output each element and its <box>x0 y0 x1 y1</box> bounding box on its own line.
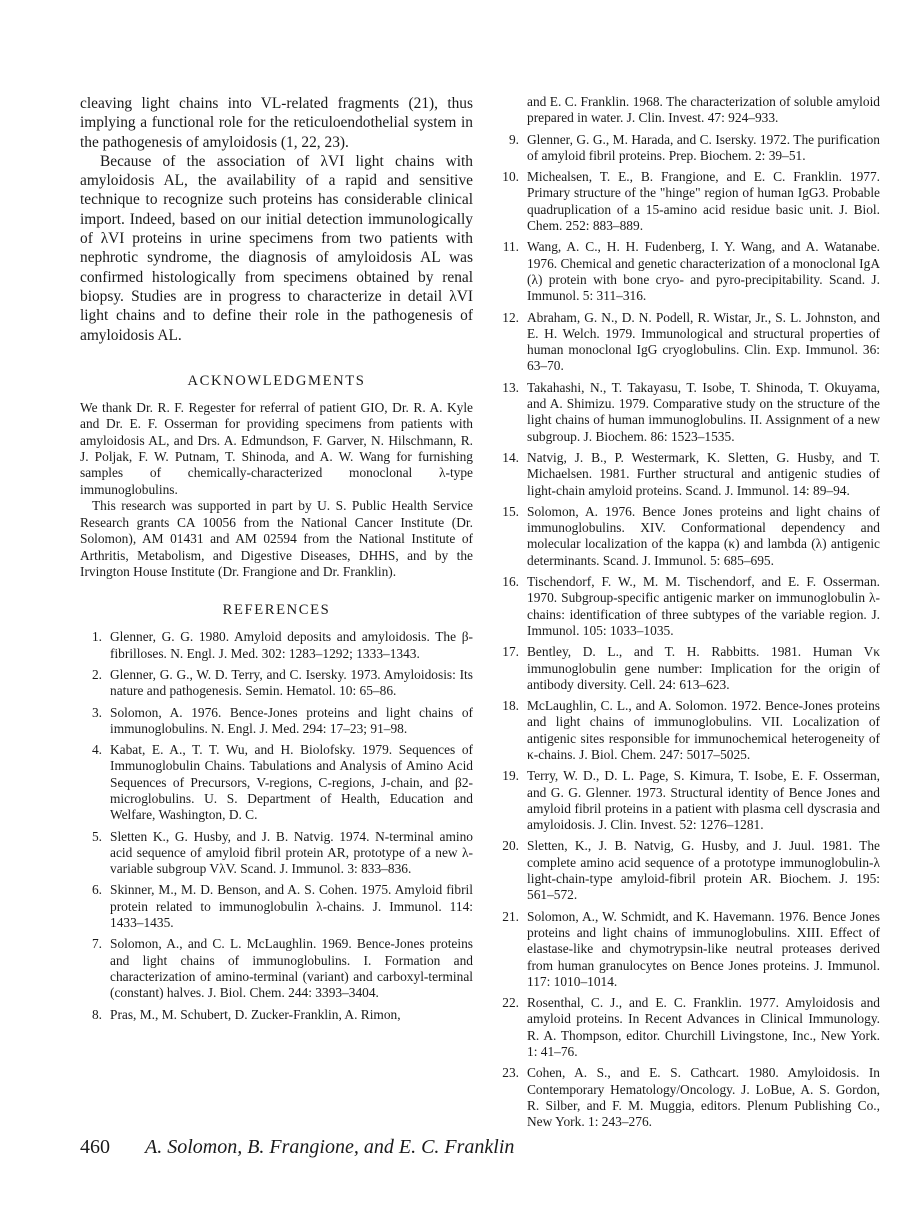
running-authors: A. Solomon, B. Frangione, and E. C. Franklin <box>145 1136 515 1158</box>
reference-item: 13. Takahashi, N., T. Takayasu, T. Isobe, T. Shinoda, T. Okuyama, and A. Shimizu. 1979. Comparative study on the structure of the light chains of human immunoglobulins. II. Assignment of a new subgroup. J. Biochem. 86: 1523–1535. <box>502 379 880 444</box>
reference-item: 6. Skinner, M., M. D. Benson, and A. S. Cohen. 1975. Amyloid fibril protein related to immunoglobulin λ-chains. J. Immunol. 114: 1433–1435. <box>91 882 473 931</box>
acknowledgments-paragraph-2: This research was supported in part by U. S. Public Health Service Research grants CA 10056 from the National Cancer Institute (Dr. Solomon), AM 01431 and AM 02594 from the National Institute of Arthritis, Metabolism, and Digestive Diseases, DHHS, and by the Irvington House Institute (Dr. Frangione and Dr. Franklin). <box>80 498 473 579</box>
references-list-right <box>497 94 880 1131</box>
reference-item: 19. Terry, W. D., D. L. Page, S. Kimura, T. Isobe, E. F. Osserman, and G. G. Glenner. 1973. Structural identity of Bence Jones and amyloid fibril proteins in a patient with plasma cell dyscrasia and amyloidosis. J. Clin. Invest. 52: 1276–1281. <box>502 768 880 833</box>
acknowledgments-paragraph-1: We thank Dr. R. F. Regester for referral of patient GIO, Dr. R. A. Kyle and Dr. E. F. Osserman for providing specimens from patients with amyloidosis AL, and Drs. A. Edmundson, F. Garver, N. Hilschmann, R. J. Poljak, F. W. Putnam, T. Shinoda, and A. W. Wang for furnishing samples of chemically-characterized monoclonal λ-type immunoglobulins. <box>80 399 473 497</box>
reference-item: 21. Solomon, A., W. Schmidt, and K. Havemann. 1976. Bence Jones proteins and light chains of immunoglobulins. XIII. Effect of elastase-like and chymotrypsin-like neutral proteases derived from human granulocytes on Bence Jones proteins. J. Immunol. 117: 1010–1014. <box>502 908 880 989</box>
references-list-left <box>80 629 473 1023</box>
reference-item: 11. Wang, A. C., H. H. Fudenberg, I. Y. Wang, and A. Watanabe. 1976. Chemical and genetic characterization of a monoclonal IgA (λ) protein with bone cryo- and pyro-precipitability. Scand. J. Immunol. 5: 311–316. <box>502 239 880 304</box>
reference-item: 7. Solomon, A., and C. L. McLaughlin. 1969. Bence-Jones proteins and light chains of immunoglobulins. I. Formation and characterization of amino-terminal (variant) and carboxyl-terminal (constant) halves. J. Biol. Chem. 244: 3393–3404. <box>91 936 473 1001</box>
reference-item: 14. Natvig, J. B., P. Westermark, K. Sletten, G. Husby, and T. Michaelsen. 1981. Further structural and antigenic studies of light-chain amyloid proteins. Scand. J. Immunol. 14: 89–94. <box>502 449 880 498</box>
reference-item: 4. Kabat, E. A., T. T. Wu, and H. Biolofsky. 1979. Sequences of Immunoglobulin Chains. Tabulations and Analysis of Amino Acid Sequences of Precursors, V-regions, C-regions, J-chain, and β2-microglobulins. U. S. Department of Health, Education and Welfare, Washington, D. C. <box>91 742 473 823</box>
reference-item: 22. Rosenthal, C. J., and E. C. Franklin. 1977. Amyloidosis and amyloid proteins. In Recent Advances in Clinical Immunology. R. A. Thompson, editor. Churchill Livingstone, Inc., New York. 1: 41–76. <box>502 995 880 1060</box>
reference-item: 12. Abraham, G. N., D. N. Podell, R. Wistar, Jr., S. L. Johnston, and E. H. Welch. 1979. Immunological and structural properties of human monoclonal IgG cryoglobulins. Clin. Exp. Immunol. 36: 63–70. <box>502 309 880 374</box>
reference-item: 9. Glenner, G. G., M. Harada, and C. Isersky. 1972. The purification of amyloid fibril proteins. Prep. Biochem. 2: 39–51. <box>508 131 880 163</box>
page-number: 460 <box>80 1136 110 1158</box>
reference-item: 20. Sletten, K., J. B. Natvig, G. Husby, and J. Juul. 1981. The complete amino acid sequence of a prototype immunoglobulin-λ light-chain-type amyloid-fibril protein AR. Biochem. J. 195: 561–572. <box>502 838 880 903</box>
body-paragraph-2: Because of the association of λVI light chains with amyloidosis AL, the availability of a rapid and sensitive technique to recognize such proteins has considerable clinical import. Indeed, based on our initial detection immunologically of λVI proteins in urine specimens from two patients with nephrotic syndrome, the diagnosis of amyloidosis AL was confirmed histologically from specimens obtained by renal biopsy. Studies are in progress to characterize in detail λVI light chains and to define their role in the pathogenesis of amyloidosis AL. <box>80 152 473 344</box>
references-heading: REFERENCES <box>222 602 331 619</box>
reference-item: 23. Cohen, A. S., and E. S. Cathcart. 1980. Amyloidosis. In Contemporary Hematology/Oncology. J. LoBue, A. S. Gordon, R. Silber, and F. M. Muggia, editors. Plenum Publishing Co., New York. 1: 243–276. <box>502 1065 880 1130</box>
reference-item: 1. Glenner, G. G. 1980. Amyloid deposits and amyloidosis. The β-fibrilloses. N. Engl. J. Med. 302: 1283–1292; 1333–1343. <box>91 629 473 661</box>
reference-item: 17. Bentley, D. L., and T. H. Rabbitts. 1981. Human Vκ immunoglobulin gene number: Implication for the origin of antibody diversity. Cell. 24: 613–623. <box>502 644 880 692</box>
reference-item: 10. Michealsen, T. E., B. Frangione, and E. C. Franklin. 1977. Primary structure of the "hinge" region of human IgG3. Probable quadruplication of a 15-amino acid residue basic unit. J. Biol. Chem. 252: 883–889. <box>502 169 880 234</box>
reference-item: 5. Sletten K., G. Husby, and J. B. Natvig. 1974. N-terminal amino acid sequence of amyloid fibril protein AR, prototype of a new λ-variable subgroup VλV. Scand. J. Immunol. 3: 833–836. <box>91 828 473 877</box>
left-column <box>80 94 473 1023</box>
reference-item: 15. Solomon, A. 1976. Bence Jones proteins and light chains of immunoglobulins. XIV. Conformational dependency and molecular localization of the kappa (κ) and lambda (λ) antigenic determinants. Scand. J. Immunol. 5: 685–695. <box>502 503 880 568</box>
page-footer <box>80 1136 780 1159</box>
reference-item-continued: and E. C. Franklin. 1968. The characterization of soluble amyloid prepared in water. J. Clin. Invest. 47: 924–933. <box>527 94 880 126</box>
right-column <box>497 94 880 1136</box>
body-paragraph-1: cleaving light chains into VL-related fragments (21), thus implying a functional role for the reticuloendothelial system in the pathogenesis of amyloidosis (1, 22, 23). <box>80 95 473 151</box>
acknowledgments-heading: ACKNOWLEDGMENTS <box>187 372 366 389</box>
reference-item: 8. Pras, M., M. Schubert, D. Zucker-Franklin, A. Rimon, <box>91 1006 401 1022</box>
reference-item: 18. McLaughlin, C. L., and A. Solomon. 1972. Bence-Jones proteins and light chains of immunoglobulins. VII. Localization of antigenic sites responsible for immunochemical heterogeneity of κ-chains. J. Biol. Chem. 247: 5017–5025. <box>502 698 880 762</box>
reference-item: 3. Solomon, A. 1976. Bence-Jones proteins and light chains of immunoglobulins. N. Engl. J. Med. 294: 17–23; 91–98. <box>91 704 473 736</box>
reference-item: 16. Tischendorf, F. W., M. M. Tischendorf, and E. F. Osserman. 1970. Subgroup-specific antigenic marker on immunoglobulin λ-chains: identification of three subtypes of the variable region. J. Immunol. 105: 1033–1035. <box>502 574 880 638</box>
reference-item: 2. Glenner, G. G., W. D. Terry, and C. Isersky. 1973. Amyloidosis: Its nature and pathogenesis. Semin. Hematol. 10: 65–86. <box>91 666 473 699</box>
